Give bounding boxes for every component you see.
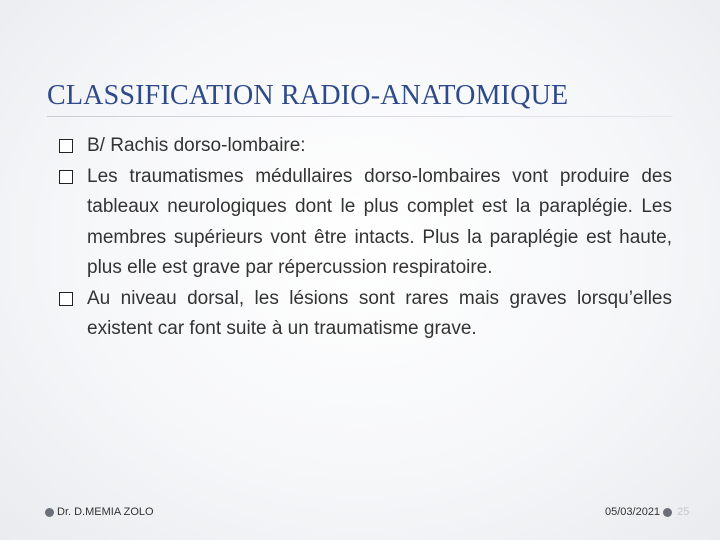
page-number: 25 xyxy=(677,506,690,518)
bullet-dot-icon xyxy=(663,508,672,517)
bullet-dot-icon xyxy=(45,508,54,517)
bullet-item xyxy=(58,284,672,345)
checkbox-square-icon xyxy=(59,170,73,184)
title-divider xyxy=(47,116,673,117)
bullet-text: Au niveau dorsal, les lésions sont rares mais graves lorsqu’elles existent car font suite à un traumatisme grave. xyxy=(87,287,672,339)
bullet-item xyxy=(58,131,672,162)
footer-author xyxy=(45,506,154,518)
footer-meta xyxy=(605,506,689,518)
bullet-text: B/ Rachis dorso-lombaire: xyxy=(87,135,306,156)
slide-title: CLASSIFICATION RADIO-ANATOMIQUE xyxy=(47,80,569,111)
bullet-item xyxy=(58,162,672,284)
checkbox-square-icon xyxy=(59,292,73,306)
bullet-list xyxy=(58,131,672,345)
bullet-text: Les traumatismes médullaires dorso-lombaires vont produire des tableaux neurologiques dont le plus complet est la paraplégie. Les membres supérieurs vont être intacts. Plus la paraplégie est haute, plus elle est grave par répercussion respiratoire. xyxy=(87,165,672,278)
slide-date: 05/03/2021 xyxy=(605,506,661,518)
author-name: Dr. D.MEMIA ZOLO xyxy=(57,506,154,518)
checkbox-square-icon xyxy=(59,139,73,153)
